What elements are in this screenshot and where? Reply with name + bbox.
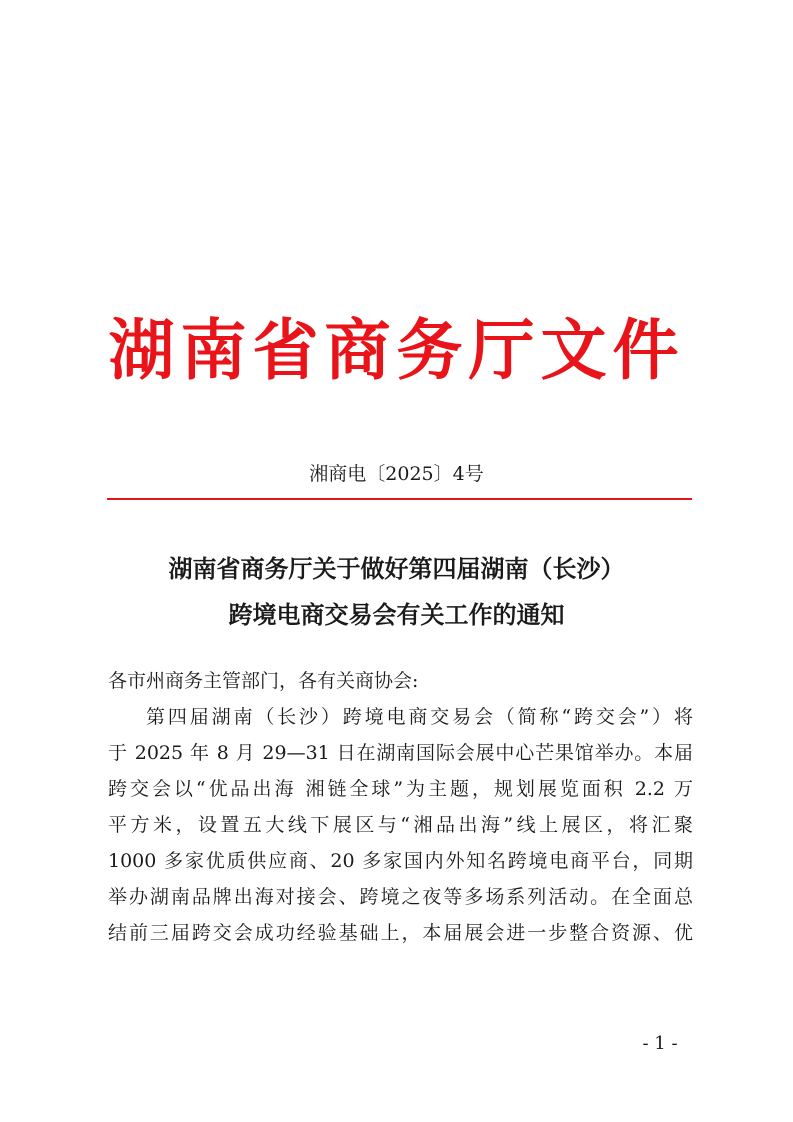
letterhead-title: 湖南省商务厅文件	[108, 311, 685, 389]
paragraph-line: 1000 多家优质供应商、20 多家国内外知名跨境电商平台，同期	[108, 850, 693, 872]
document-number: 湘商电〔2025〕4号	[309, 463, 484, 485]
paragraph-line: 结前三届跨交会成功经验基础上，本届展会进一步整合资源、优	[108, 922, 693, 944]
paragraph-line: 举办湖南品牌出海对接会、跨境之夜等多场系列活动。在全面总	[108, 886, 693, 908]
red-divider-line	[107, 498, 692, 500]
paragraph-line: 于 2025 年 8 月 29—31 日在湖南国际会展中心芒果馆举办。本届	[108, 742, 693, 764]
document-body	[108, 663, 693, 951]
paragraph-line: 跨交会以“优品出海 湘链全球”为主题，规划展览面积 2.2 万	[108, 778, 693, 800]
document-title	[0, 546, 793, 638]
salutation: 各市州商务主管部门，各有关商协会:	[108, 670, 419, 692]
paragraph-line: 第四届湖南（长沙）跨境电商交易会（简称“跨交会”）将	[146, 706, 693, 728]
title-line-2: 跨境电商交易会有关工作的通知	[228, 600, 565, 629]
title-line-1: 湖南省商务厅关于做好第四届湖南（长沙）	[168, 554, 625, 583]
paragraph-line: 平方米，设置五大线下展区与“湘品出海”线上展区，将汇聚	[108, 814, 693, 836]
page-number: - 1 -	[642, 1033, 678, 1054]
